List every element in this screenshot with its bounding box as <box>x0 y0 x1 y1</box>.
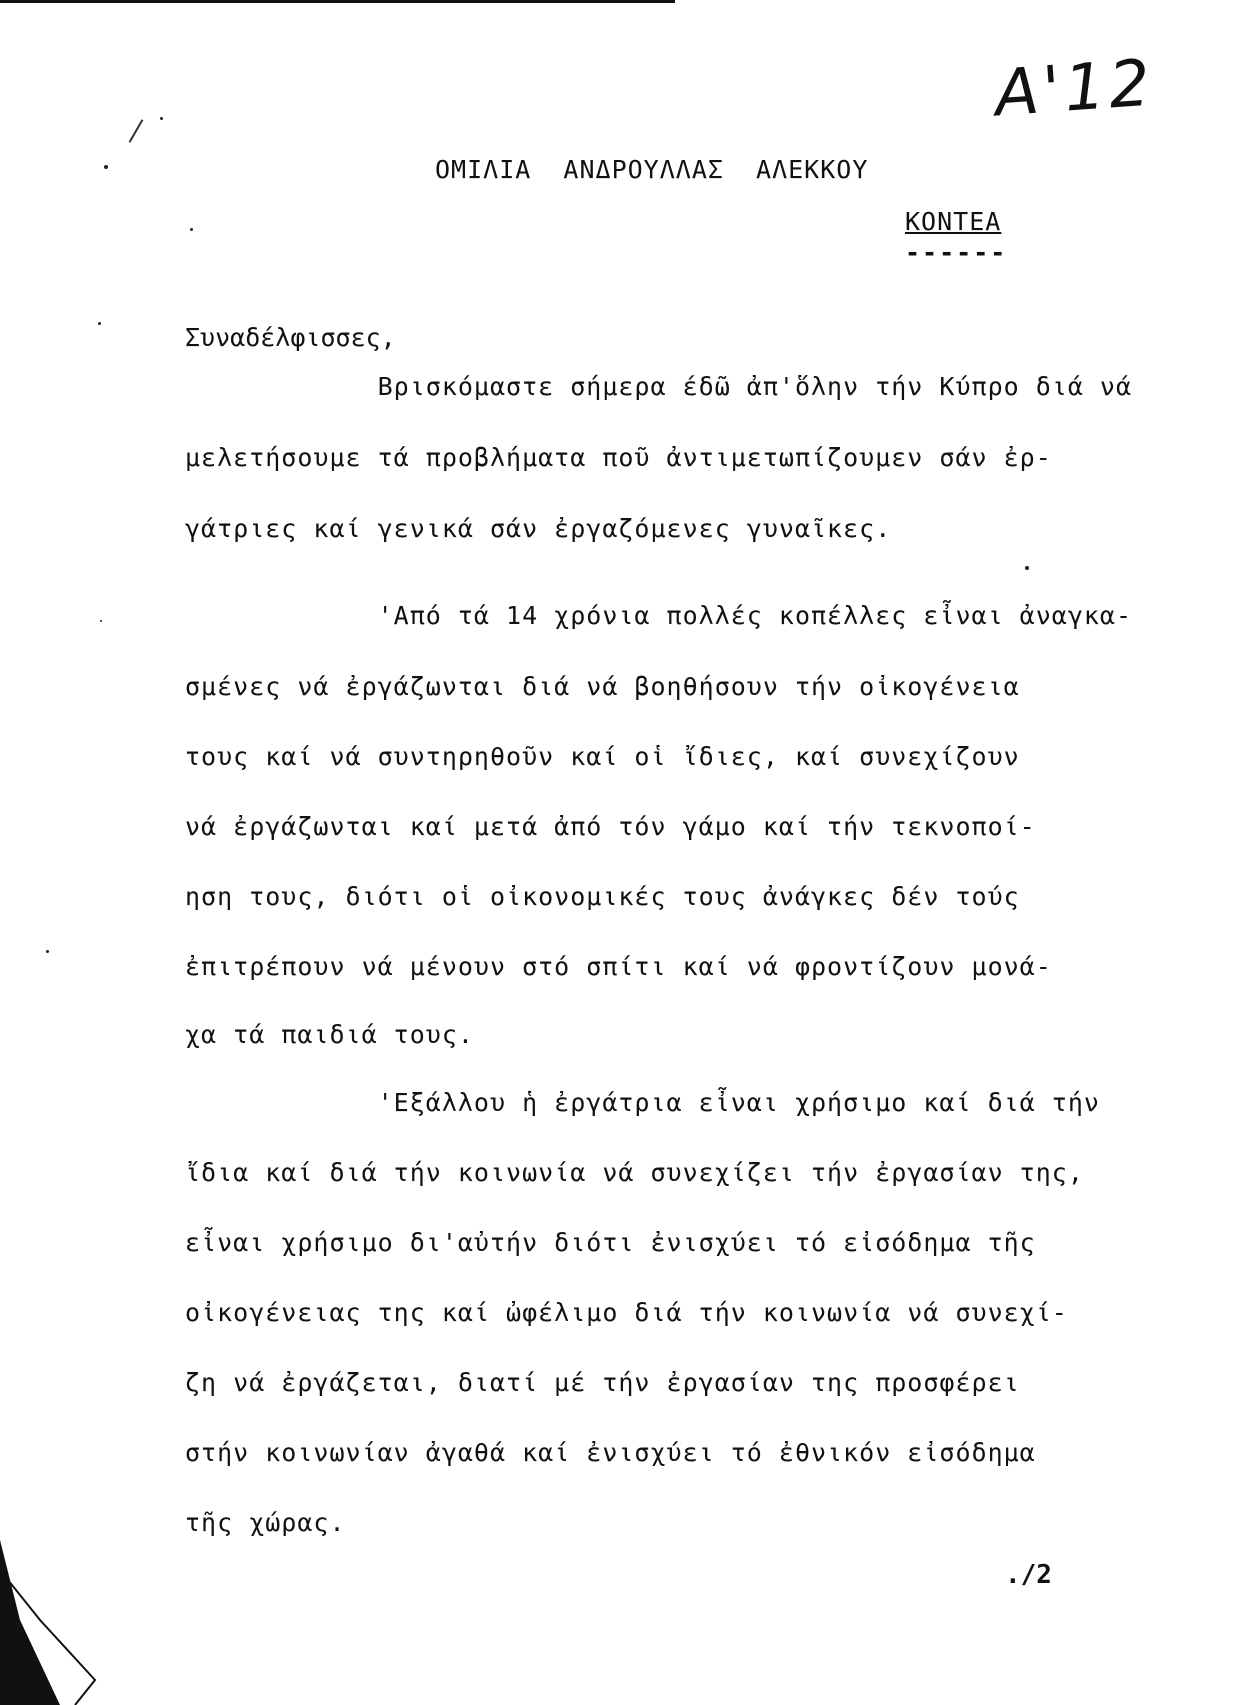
top-edge-rule <box>0 0 675 3</box>
scan-speck <box>190 228 193 231</box>
scan-speck <box>100 620 102 622</box>
scan-speck <box>160 117 163 120</box>
scan-speck <box>104 165 108 169</box>
body-line: γάτριες καί γενικά σάν ἐργαζόμενες γυναῖκες. <box>185 514 892 543</box>
body-line: τῆς χώρας. <box>185 1508 346 1537</box>
scan-speck <box>1025 566 1029 570</box>
body-line: ἴδια καί διά τήν κοινωνία νά συνεχίζει τήν ἐργασίαν της, <box>185 1158 1084 1187</box>
document-title: ΟΜΙΛΙΑ ΑΝΔΡΟΥΛΛΑΣ ΑΛΕΚΚΟΥ <box>435 155 869 184</box>
body-line: ζη νά ἐργάζεται, διατί μέ τήν ἐργασίαν της προσφέρει <box>185 1368 1020 1397</box>
body-line: μελετήσουμε τά προβλήματα ποῦ ἀντιμετωπίζουμεν σάν ἐρ- <box>185 443 1052 472</box>
body-line: ηση τους, διότι οἱ οἰκονομικές τους ἀνάγκες δέν τούς <box>185 882 1020 911</box>
body-line: οἰκογένειας της καί ὠφέλιμο διά τήν κοινωνία νά συνεχί- <box>185 1298 1068 1327</box>
body-line: εἶναι χρήσιμο δι'αὐτήν διότι ἐνισχύει τό εἰσόδημα τῆς <box>185 1228 1036 1257</box>
scan-speck <box>46 950 49 953</box>
handwritten-archive-code: A'12 <box>992 46 1157 132</box>
folded-corner-shadow <box>0 1540 120 1705</box>
scan-mark <box>129 119 144 143</box>
body-line: στήν κοινωνίαν ἀγαθά καί ἐνισχύει τό ἐθνικόν εἰσόδημα <box>185 1438 1036 1467</box>
body-line: τους καί νά συντηρηθοῦν καί οἱ ἴδιες, καί συνεχίζουν <box>185 742 1020 771</box>
body-line: ἐπιτρέπουν νά μένουν στό σπίτι καί νά φροντίζουν μονά- <box>185 952 1052 981</box>
salutation: Συναδέλφισσες, <box>185 323 396 352</box>
body-line: Βρισκόμαστε σήμερα έδῶ ἀπ'ὅλην τήν Κύπρο διά νά <box>185 372 1133 401</box>
scan-speck <box>98 322 101 325</box>
body-line: νά ἐργάζωνται καί μετά ἀπό τόν γάμο καί τήν τεκνοποί- <box>185 812 1036 841</box>
body-line: 'Από τά 14 χρόνια πολλές κοπέλλες εἶναι ἀναγκα- <box>185 601 1133 630</box>
body-line: σμένες νά ἐργάζωνται διά νά βοηθήσουν τήν οἰκογένεια <box>185 672 1020 701</box>
page-continuation-marker: ./2 <box>1005 1560 1052 1590</box>
subtitle-underline-dashes: ------ <box>905 238 1008 267</box>
body-line: χα τά παιδιά τους. <box>185 1020 474 1049</box>
body-line: 'Εξάλλου ἡ ἐργάτρια εἶναι χρήσιμο καί διά τήν <box>185 1088 1100 1117</box>
document-subtitle: ΚΟΝΤΕΑ <box>905 207 1002 236</box>
